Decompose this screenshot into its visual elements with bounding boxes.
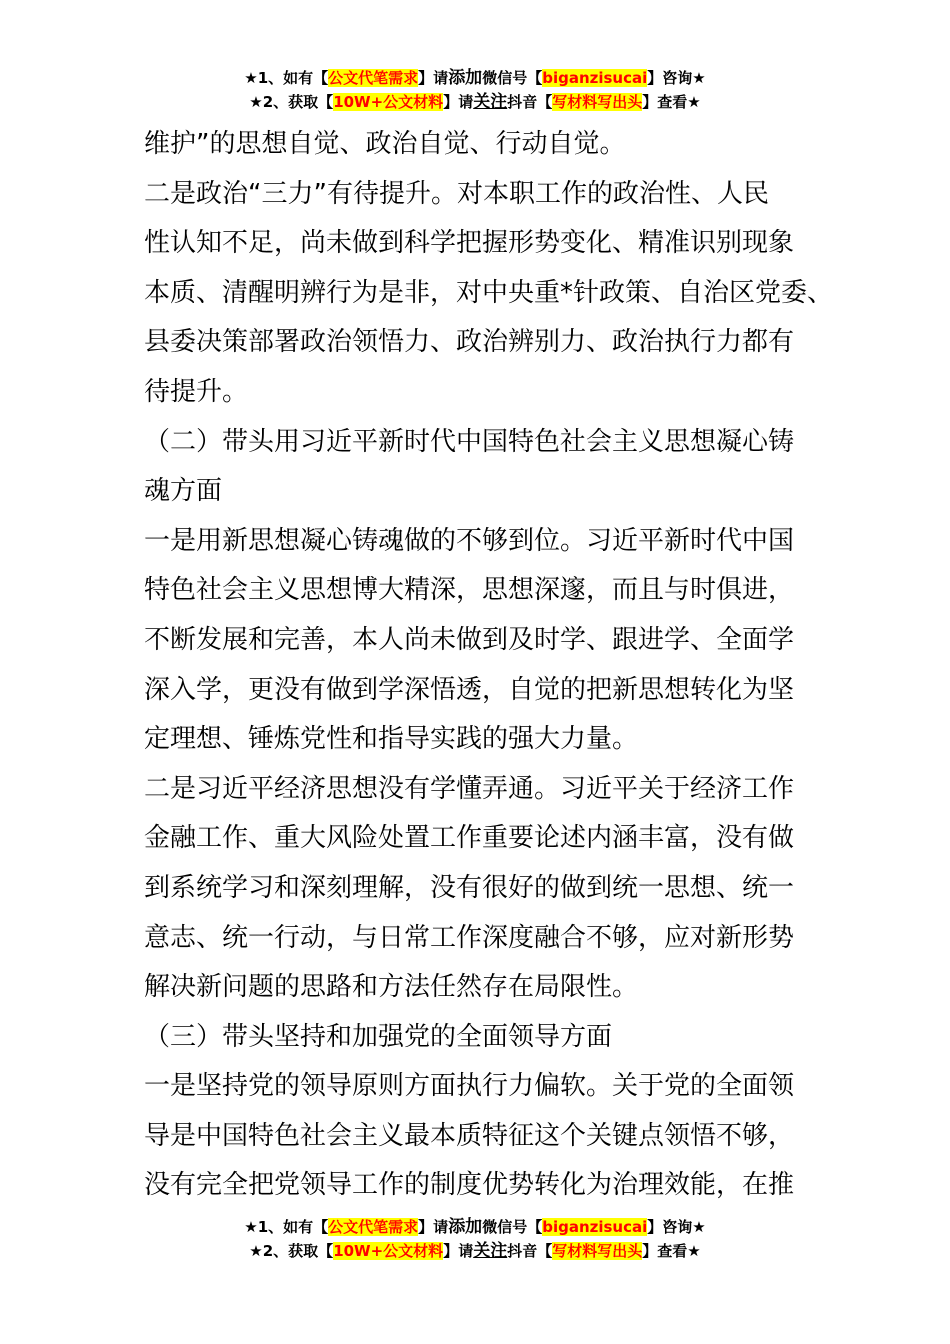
text-line: 意志、统一行动，与日常工作深度融合不够，应对新形势 [144, 922, 795, 953]
text-line: 二是习近平经济思想没有学懂弄通。习近平关于经济工作 [144, 773, 795, 804]
highlight-service: 公文代笔需求 [328, 1218, 419, 1236]
text-line: 金融工作、重大风险处置工作重要论述内涵丰富，没有做 [144, 823, 795, 854]
highlight-douyin-id: 写材料写出头 [552, 93, 643, 111]
banner-emphasis: 添加 [448, 68, 483, 88]
text-line: 一是用新思想凝心铸魂做的不够到位。习近平新时代中国 [144, 525, 795, 556]
text-line: 性认知不足，尚未做到科学把握形势变化、精准识别现象 [144, 228, 795, 259]
banner-line-2 [0, 90, 950, 114]
banner-text: ★1、如有【 [244, 69, 329, 87]
section-heading: 魂方面 [144, 476, 223, 507]
text-line: 到系统学习和深刻理解，没有很好的做到统一思想、统一 [144, 872, 795, 903]
text-line: 维护”的思想自觉、政治自觉、行动自觉。 [144, 129, 626, 159]
banner-text: 】请 [418, 69, 449, 87]
banner-text: 微信号【 [482, 1218, 543, 1236]
section-heading: （三）带头坚持和加强党的全面领导方面 [144, 1021, 613, 1052]
banner-line-1 [0, 66, 950, 90]
section-heading: （二）带头用习近平新时代中国特色社会主义思想凝心铸 [144, 426, 795, 457]
text-line: 待提升。 [144, 376, 249, 407]
text-line: 本质、清醒明辨行为是非，对中央重*针政策、自治区党委、 [144, 277, 834, 308]
banner-text: ★2、获取【 [249, 1242, 334, 1260]
text-line: 导是中国特色社会主义最本质特征这个关键点领悟不够， [144, 1120, 795, 1151]
banner-text: 】查看★ [642, 1242, 701, 1260]
highlight-materials: 10W+公文材料 [333, 1242, 444, 1260]
text-line: 没有完全把党领导工作的制度优势转化为治理效能，在推 [144, 1170, 795, 1201]
banner-text: 】咨询★ [647, 1218, 706, 1236]
banner-text: 抖音【 [507, 93, 553, 111]
footer-banner [0, 1215, 950, 1263]
text-line: 解决新问题的思路和方法任然存在局限性。 [144, 972, 639, 1003]
banner-text: 】咨询★ [647, 69, 706, 87]
text-line: 定理想、锤炼党性和指导实践的强大力量。 [144, 724, 639, 755]
banner-text: 微信号【 [482, 69, 543, 87]
text-line: 不断发展和完善，本人尚未做到及时学、跟进学、全面学 [144, 624, 795, 655]
banner-text: 】查看★ [642, 93, 701, 111]
highlight-wechat-id: biganzisucai [542, 1218, 648, 1236]
banner-text: 抖音【 [507, 1242, 553, 1260]
highlight-service: 公文代笔需求 [328, 69, 419, 87]
header-banner [0, 66, 950, 114]
highlight-douyin-id: 写材料写出头 [552, 1242, 643, 1260]
banner-emphasis: 添加 [448, 1217, 483, 1237]
banner-emphasis: 关注 [473, 1241, 508, 1261]
text-line: 一是坚持党的领导原则方面执行力偏软。关于党的全面领 [144, 1071, 795, 1102]
banner-line-1 [0, 1215, 950, 1239]
text-line: 深入学，更没有做到学深悟透，自觉的把新思想转化为坚 [144, 674, 795, 705]
document-body [144, 120, 834, 1211]
banner-line-2 [0, 1239, 950, 1263]
banner-text: ★2、获取【 [249, 93, 334, 111]
text-line: 特色社会主义思想博大精深，思想深邃，而且与时俱进， [144, 575, 795, 606]
text-line: 二是政治“三力”有待提升。对本职工作的政治性、人民 [144, 178, 769, 209]
banner-text: 】请 [418, 1218, 449, 1236]
highlight-wechat-id: biganzisucai [542, 69, 648, 87]
banner-emphasis: 关注 [473, 92, 508, 112]
highlight-materials: 10W+公文材料 [333, 93, 444, 111]
text-line: 县委决策部署政治领悟力、政治辨别力、政治执行力都有 [144, 327, 795, 358]
banner-text: 】请 [443, 1242, 474, 1260]
banner-text: ★1、如有【 [244, 1218, 329, 1236]
banner-text: 】请 [443, 93, 474, 111]
